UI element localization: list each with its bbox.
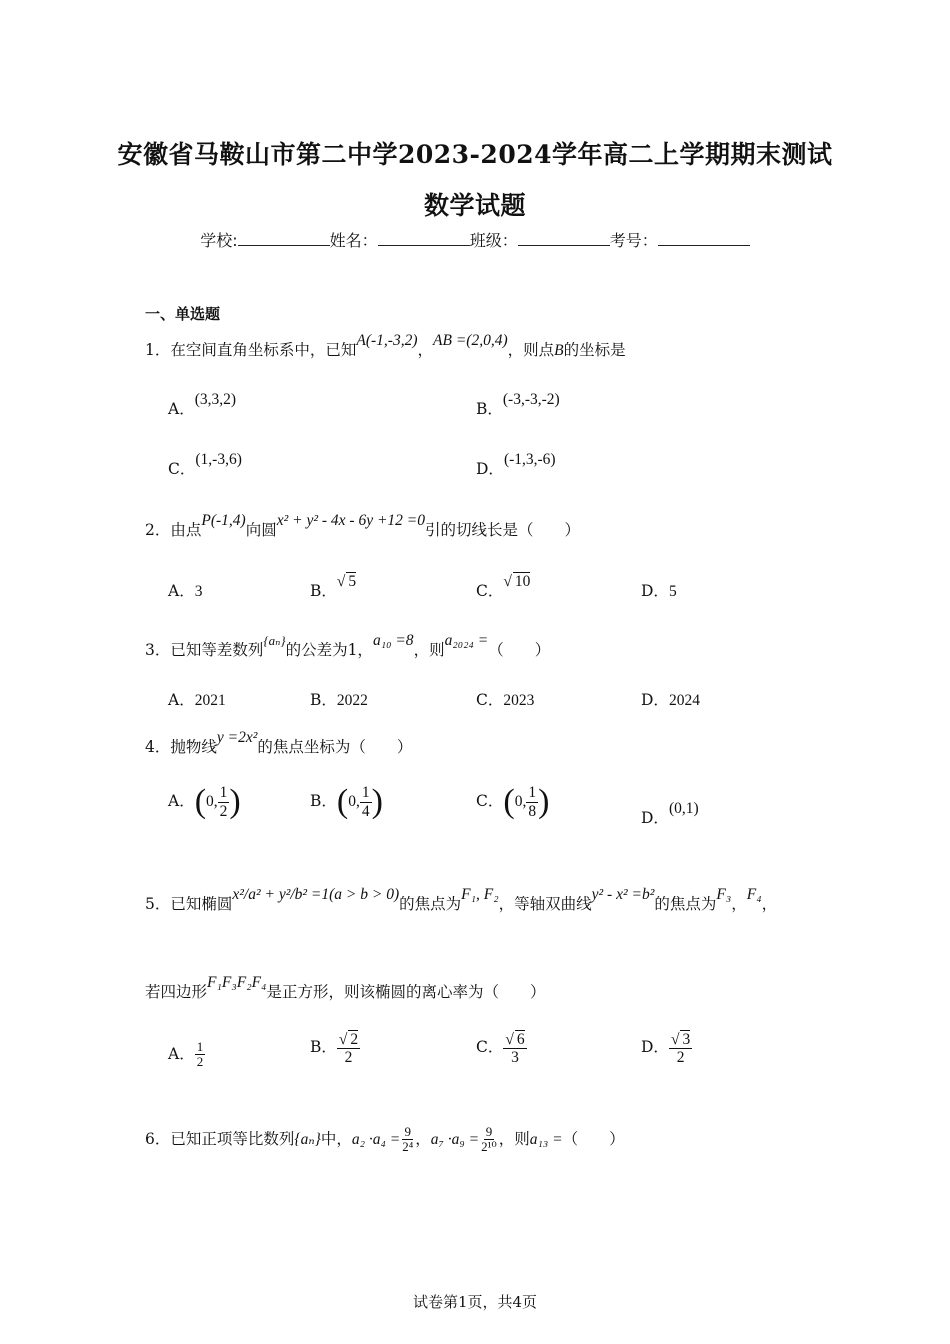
fraction-denominator: 2 <box>344 1049 353 1067</box>
option-value: 2021 <box>194 692 226 709</box>
question-number: 6． <box>145 1129 171 1148</box>
option-label: D． <box>641 1038 669 1057</box>
question-text: 的坐标是 <box>563 341 626 359</box>
question-number: 5． <box>145 895 171 913</box>
option-label: B． <box>476 400 503 418</box>
fraction-denominator: 4 <box>361 802 370 820</box>
sqrt-radicand: 3 <box>682 1031 691 1048</box>
q1-option-d[interactable] <box>476 451 556 479</box>
question-4 <box>145 729 413 757</box>
question-text: 的公差为1， <box>285 641 373 659</box>
class-label: 班级： <box>469 231 518 250</box>
question-2 <box>145 512 581 540</box>
option-value: (1,-3,6) <box>195 451 242 468</box>
question-text: 向圆 <box>245 521 277 539</box>
option-value: (-1,3,-6) <box>503 451 556 468</box>
math-expression: F₄ <box>746 886 762 903</box>
q5-option-c[interactable]: C． $\frac{√ 6}{3}$ <box>476 1031 525 1067</box>
fraction-denominator: 2 <box>196 1054 204 1070</box>
option-label: C． <box>476 1038 504 1057</box>
question-text: ， <box>761 895 778 913</box>
sqrt-radicand: 5 <box>348 573 357 590</box>
math-expression: a₂₀₂₄ = <box>444 632 489 649</box>
math-expression: a₁₃ = <box>529 1130 563 1148</box>
q3-option-b[interactable] <box>310 688 368 710</box>
fraction-denominator: 8 <box>528 802 537 820</box>
q4-option-d[interactable] <box>641 800 699 828</box>
question-text: ， <box>417 341 434 359</box>
q2-option-d[interactable] <box>641 579 677 601</box>
fraction-numerator: 9 <box>404 1124 411 1139</box>
q5-option-d[interactable]: D． $\frac{√ 3}{2}$ <box>641 1031 691 1067</box>
option-label: C． <box>476 691 504 709</box>
q3-option-d[interactable] <box>641 688 700 710</box>
math-expression: AB =(2,0,4) <box>433 332 508 349</box>
question-1 <box>145 332 626 360</box>
option-label: D． <box>641 691 669 709</box>
option-value: 0, <box>348 793 360 810</box>
option-value: 5 <box>668 583 677 600</box>
q5-option-a[interactable] <box>168 1040 205 1070</box>
option-value: 0, <box>514 793 527 810</box>
option-label: A． <box>168 792 195 810</box>
option-value: (3,3,2) <box>194 391 237 408</box>
school-label: 学校: <box>200 231 238 250</box>
math-expression: a₇ ·a₉ = <box>430 1130 480 1148</box>
question-text: 的焦点为 <box>654 895 717 913</box>
option-label: B． <box>310 691 337 709</box>
math-variable: B <box>554 342 564 359</box>
option-label: D． <box>641 582 669 600</box>
q4-option-a[interactable]: A．(0, $\frac{1}{2}$ ) <box>168 783 241 820</box>
option-label: C． <box>476 792 504 810</box>
q2-option-b[interactable]: B．√ 5 <box>310 573 357 600</box>
question-text: ，则点 <box>507 341 555 359</box>
question-text: 的焦点坐标为（ ） <box>257 738 413 756</box>
question-5-line-2 <box>145 974 546 1002</box>
option-value: 2023 <box>503 692 535 709</box>
option-value: 3 <box>194 583 203 600</box>
fraction-numerator: 1 <box>361 784 370 802</box>
option-label: A． <box>168 582 195 600</box>
question-text: 已知正项等比数列 <box>170 1129 295 1148</box>
question-5 <box>145 886 778 914</box>
math-expression: A(-1,-3,2) <box>356 332 418 349</box>
fraction-numerator: 1 <box>196 1039 204 1054</box>
q1-option-c[interactable] <box>168 451 242 479</box>
question-3 <box>145 632 551 660</box>
q1-option-a[interactable] <box>168 391 237 419</box>
option-label: A． <box>168 1044 195 1063</box>
option-value: 2024 <box>668 692 700 709</box>
fraction-numerator: 9 <box>485 1124 493 1139</box>
option-value: 0, <box>206 793 218 810</box>
math-expression: {aₙ} <box>263 633 286 648</box>
q4-option-b[interactable]: B．(0, $\frac{1}{4}$ ) <box>310 783 383 820</box>
option-label: D． <box>641 809 669 827</box>
sqrt-radicand: 10 <box>514 573 531 590</box>
exam-number-label: 考号： <box>609 231 658 250</box>
q1-option-b[interactable] <box>476 391 560 419</box>
math-expression: x²/a² + y²/b² =1(a > b > 0) <box>232 886 400 903</box>
option-label: D． <box>476 460 504 478</box>
math-expression: P(-1,4) <box>201 512 246 529</box>
question-number: 2． <box>145 521 171 539</box>
q2-option-c[interactable]: C．√ 10 <box>476 573 531 600</box>
q2-option-a[interactable] <box>168 579 202 601</box>
fraction-numerator: 1 <box>528 784 537 802</box>
name-label: 姓名： <box>329 231 378 250</box>
option-label: C． <box>168 460 196 478</box>
sqrt-radicand: 2 <box>350 1031 359 1048</box>
question-text: ，则 <box>498 1129 530 1148</box>
question-number: 4． <box>145 738 171 756</box>
math-expression: {aₙ} <box>294 1130 321 1148</box>
question-text: 已知椭圆 <box>170 895 233 913</box>
question-text: 在空间直角坐标系中，已知 <box>170 341 357 359</box>
question-text: （ ） <box>488 641 551 659</box>
q3-option-c[interactable] <box>476 688 534 710</box>
exam-title-line1: 安徽省马鞍山市第二中学2023-2024学年高二上学期期末测试 <box>117 140 833 169</box>
question-text: ， <box>731 895 747 913</box>
option-value: (-3,-3,-2) <box>502 391 560 408</box>
question-6 <box>145 1125 625 1155</box>
math-expression: a₂ ·a₄ = <box>351 1130 401 1148</box>
option-value: (0,1) <box>668 800 699 817</box>
question-text: 是正方形，则该椭圆的离心率为（ ） <box>266 983 546 1001</box>
fraction-denominator: 2 <box>676 1049 685 1067</box>
school-blank <box>238 231 330 246</box>
question-number: 1． <box>145 341 171 359</box>
question-text: 若四边形 <box>145 983 208 1001</box>
section-heading: 一、单选题 <box>145 305 221 323</box>
option-label: A． <box>168 400 195 418</box>
question-text: （ ） <box>562 1129 625 1148</box>
math-expression: F₃ <box>716 886 732 903</box>
fraction-denominator: 2¹⁰ <box>481 1139 497 1155</box>
question-text: 由点 <box>170 521 202 539</box>
fraction-denominator: 2⁴ <box>402 1139 414 1155</box>
question-text: ，等轴双曲线 <box>498 895 592 913</box>
math-expression: F₁F₃F₂F₄ <box>207 974 267 991</box>
q3-option-a[interactable] <box>168 688 226 710</box>
question-text: 已知等差数列 <box>170 641 264 659</box>
option-label: C． <box>476 582 504 600</box>
fraction-denominator: 3 <box>511 1049 519 1067</box>
math-expression: y =2x² <box>216 729 258 746</box>
question-text: 引的切线长是（ ） <box>425 521 581 539</box>
question-text: ， <box>415 1129 431 1148</box>
sqrt-radicand: 6 <box>516 1031 525 1048</box>
page-footer: 试卷第1页，共4页 <box>412 1293 538 1311</box>
exam-title-line2: 数学试题 <box>423 191 526 220</box>
option-label: A． <box>168 691 195 709</box>
name-blank <box>378 231 470 246</box>
question-number: 3． <box>145 641 171 659</box>
question-text: 中， <box>320 1129 352 1148</box>
exam-number-blank <box>658 231 750 246</box>
question-text: 抛物线 <box>170 738 217 756</box>
q4-option-c[interactable]: C．(0, $\frac{1}{8}$ ) <box>476 783 550 820</box>
math-expression: a₁₀ =8 <box>372 632 414 649</box>
option-label: B． <box>310 1038 337 1057</box>
student-info-row <box>0 228 950 251</box>
option-value: 2022 <box>336 692 368 709</box>
question-text: 的焦点为 <box>399 895 462 913</box>
math-expression: x² + y² - 4x - 6y +12 =0 <box>276 512 425 529</box>
fraction-numerator: 1 <box>219 784 228 802</box>
q5-option-b[interactable]: B． $\frac{√ 2}{2}$ <box>310 1031 359 1067</box>
class-blank <box>518 231 610 246</box>
math-expression: F₁, F₂ <box>461 886 499 903</box>
option-label: B． <box>310 792 337 810</box>
math-expression: y² - x² =b² <box>591 886 655 903</box>
fraction-denominator: 2 <box>219 802 228 820</box>
question-text: ，则 <box>413 641 445 659</box>
option-label: B． <box>310 582 337 600</box>
